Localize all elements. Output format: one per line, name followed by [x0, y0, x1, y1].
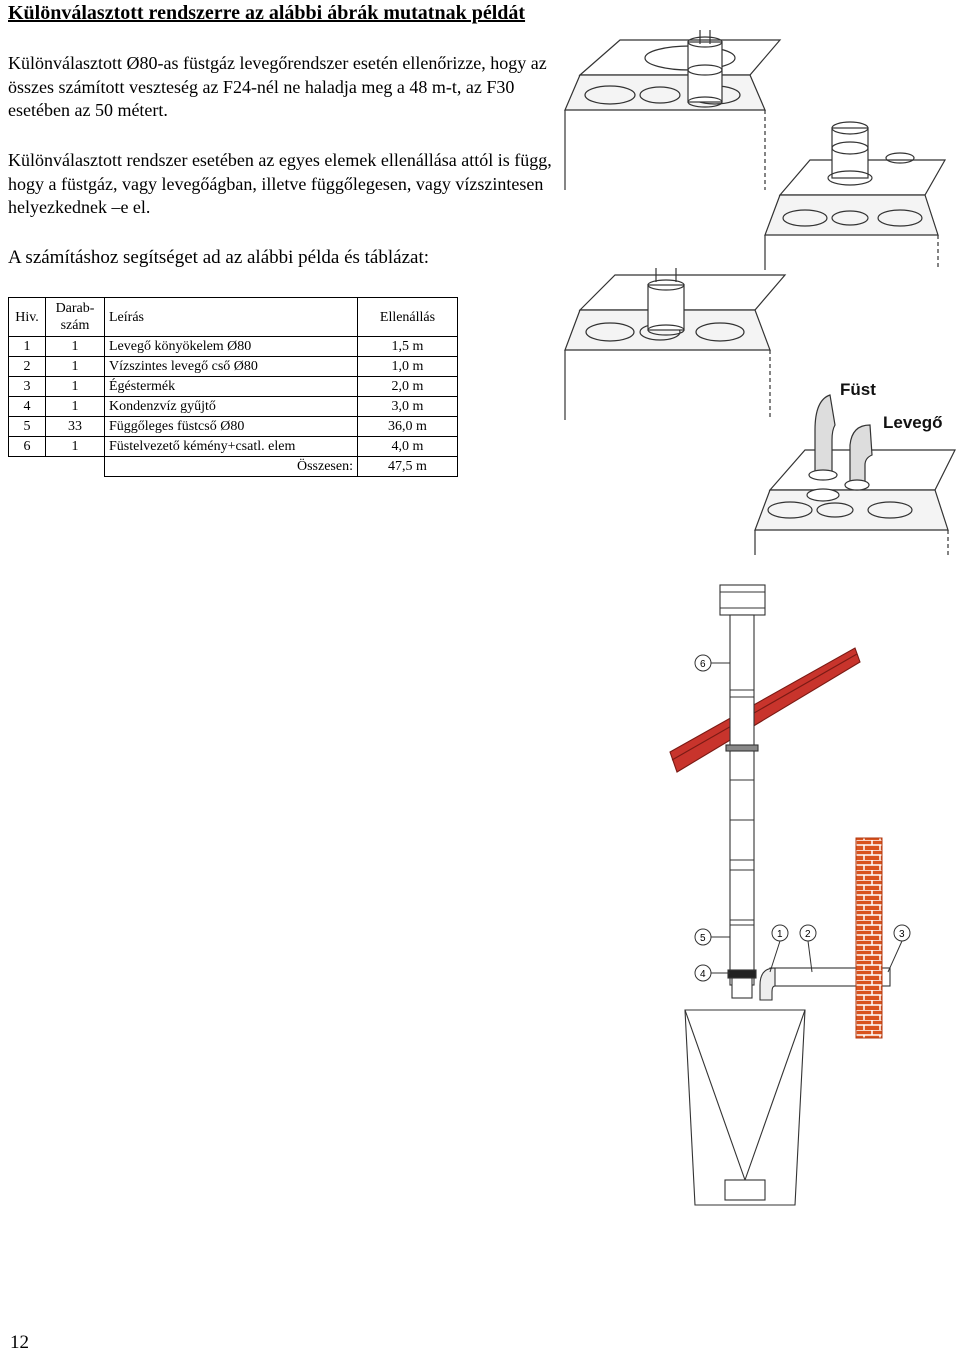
header-ellenallas: Ellenállás	[358, 298, 458, 337]
cell-darab: 33	[46, 417, 105, 437]
cell-hiv: 5	[9, 417, 46, 437]
cell-darab: 1	[46, 397, 105, 417]
boiler-top-view-split-adapter	[765, 122, 945, 270]
header-darabszam	[46, 298, 105, 337]
cell-ellenallas: 4,0 m	[358, 437, 458, 457]
cell-hiv: 3	[9, 377, 46, 397]
cell-darab: 1	[46, 377, 105, 397]
cell-leiras: Függőleges füstcső Ø80	[105, 417, 358, 437]
callout-3	[888, 925, 910, 972]
header-leiras: Leírás	[105, 298, 358, 337]
callout-5	[695, 929, 730, 945]
cell-ellenallas: 1,0 m	[358, 357, 458, 377]
calc-help-paragraph: A számításhoz segítséget ad az alábbi példa és táblázat:	[8, 247, 429, 268]
total-value: 47,5 m	[358, 457, 458, 477]
resistance-paragraph: Különválasztott rendszer esetében az egyes elemek ellenállása attól is függ, hogy a füstgáz, vagy levegőágban, illetve függőlegesen, vagy vízszintesen helyezkednek –e el.	[8, 150, 552, 217]
air-elbow	[760, 968, 775, 1000]
svg-text:1: 1	[777, 929, 783, 940]
cell-leiras: Égéstermék	[105, 377, 358, 397]
fust-label: Füst	[840, 380, 876, 399]
callout-4	[695, 965, 730, 981]
table-total-row	[9, 457, 458, 477]
cell-darab: 1	[46, 357, 105, 377]
cell-darab: 1	[46, 437, 105, 457]
resistance-table	[8, 297, 458, 477]
levego-label: Levegő	[883, 413, 943, 432]
svg-text:2: 2	[805, 929, 811, 940]
table-row	[9, 397, 458, 417]
cell-ellenallas: 36,0 m	[358, 417, 458, 437]
svg-text:4: 4	[700, 969, 706, 980]
table-row	[9, 437, 458, 457]
cell-ellenallas: 3,0 m	[358, 397, 458, 417]
vertical-flue-pipe	[730, 615, 754, 985]
header-darab-line1: Darab-	[55, 301, 95, 316]
table-row	[9, 357, 458, 377]
table-header-row	[9, 298, 458, 337]
cell-hiv: 1	[9, 337, 46, 357]
cell-darab: 1	[46, 337, 105, 357]
table-row	[9, 377, 458, 397]
page-number: 12	[10, 1332, 29, 1353]
callout-1	[770, 925, 788, 972]
flue-installation-diagram	[660, 580, 920, 1220]
boiler-body	[685, 1010, 805, 1205]
callout-2	[800, 925, 816, 972]
svg-text:3: 3	[899, 929, 905, 940]
total-label: Összesen:	[105, 457, 358, 477]
header-hiv: Hiv.	[9, 298, 46, 337]
cell-ellenallas: 2,0 m	[358, 377, 458, 397]
page-title: Különválasztott rendszerre az alábbi ábrák mutatnak példát	[8, 2, 526, 24]
cell-hiv: 2	[9, 357, 46, 377]
cell-hiv: 4	[9, 397, 46, 417]
cell-ellenallas: 1,5 m	[358, 337, 458, 357]
chimney-terminal	[720, 585, 765, 615]
cell-leiras: Levegő könyökelem Ø80	[105, 337, 358, 357]
condensate-collector	[732, 978, 752, 998]
table-row	[9, 337, 458, 357]
boiler-top-view-double	[565, 268, 785, 420]
cell-leiras: Vízszintes levegő cső Ø80	[105, 357, 358, 377]
boiler-top-views-diagram	[560, 30, 960, 555]
header-darab-line2: szám	[60, 318, 90, 333]
svg-text:6: 6	[700, 659, 706, 670]
brick-wall	[856, 838, 882, 1038]
boiler-top-view-concentric	[565, 30, 780, 190]
callout-6	[695, 655, 730, 671]
cell-hiv: 6	[9, 437, 46, 457]
intro-paragraph: Különválasztott Ø80-as füstgáz levegőrendszer esetén ellenőrizze, hogy az összes számított veszteség az F24-nél ne haladja meg a 48 m-t, az F30 esetében az 50 métert.	[8, 53, 547, 120]
cell-leiras: Kondenzvíz gyűjtő	[105, 397, 358, 417]
svg-text:5: 5	[700, 933, 706, 944]
cell-leiras: Füstelvezető kémény+csatl. elem	[105, 437, 358, 457]
table-row	[9, 417, 458, 437]
